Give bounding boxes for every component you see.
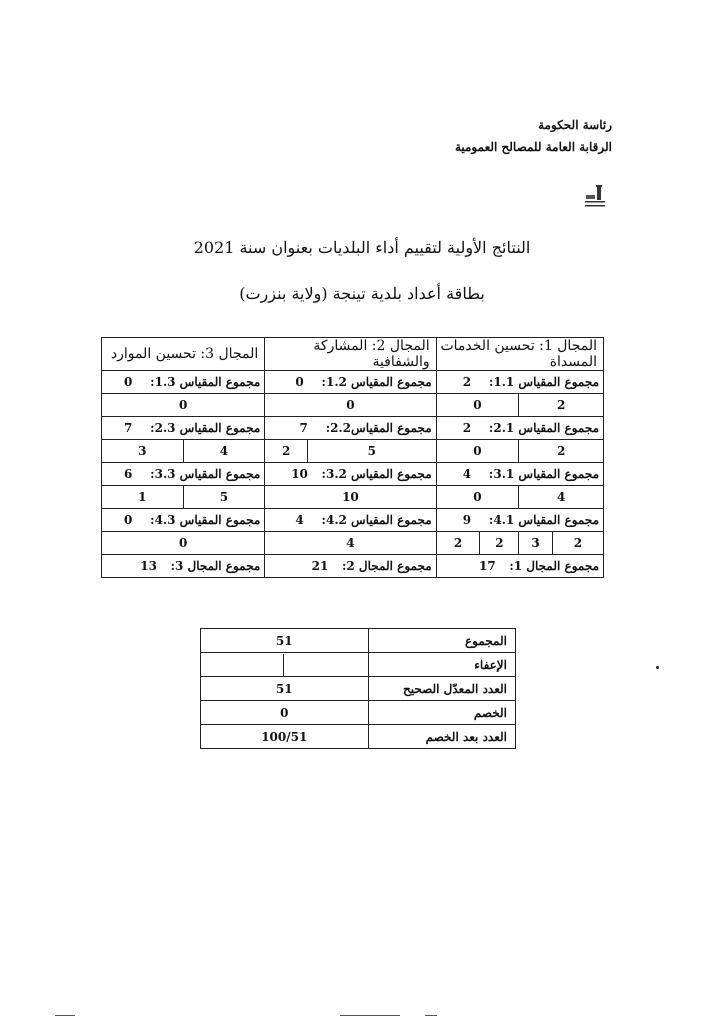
item-cell: 2 bbox=[519, 394, 604, 417]
item-cell: 1 bbox=[102, 486, 184, 509]
domain-header-row bbox=[102, 338, 604, 371]
item-cell: 0 bbox=[436, 394, 519, 417]
item-cell: 3 bbox=[519, 532, 553, 555]
item-cell: 4 bbox=[265, 532, 436, 555]
measure-4-2: مجموع المقياس 4.2:4 bbox=[265, 509, 436, 532]
measure-2-3: مجموع المقياس 2.3:7 bbox=[102, 417, 265, 440]
summary-label: الإعفاء bbox=[368, 653, 515, 677]
measure-4-3: مجموع المقياس 4.3:0 bbox=[102, 509, 265, 532]
item-cell: 0 bbox=[436, 486, 519, 509]
logo-text-block bbox=[586, 195, 595, 199]
item-cell: 2 bbox=[552, 532, 603, 555]
summary-row bbox=[201, 629, 516, 653]
summary-row bbox=[201, 653, 516, 677]
items-row bbox=[102, 394, 604, 417]
summary-label: المجموع bbox=[368, 629, 515, 653]
page-title: النتائج الأولية لتقييم أداء البلديات بعنوان سنة 2021 bbox=[193, 238, 531, 257]
measure-3-2: مجموع المقياس 3.2:10 bbox=[265, 463, 436, 486]
summary-value: 51 bbox=[201, 677, 369, 701]
item-cell: 5 bbox=[183, 486, 265, 509]
summary-label: العدد بعد الخصم bbox=[368, 725, 515, 749]
header-line-2: الرقابة العامة للمصالح العمومية bbox=[454, 140, 612, 154]
summary-value bbox=[201, 654, 284, 676]
measure-3-3: مجموع المقياس 3.3:6 bbox=[102, 463, 265, 486]
items-row bbox=[102, 486, 604, 509]
institution-logo bbox=[583, 184, 607, 208]
item-cell: 0 bbox=[102, 532, 265, 555]
domain-2-header: المجال 2: المشاركة والشفافية bbox=[265, 338, 436, 371]
measure-1-3: مجموع المقياس 1.3:0 bbox=[102, 371, 265, 394]
item-cell: 10 bbox=[265, 486, 436, 509]
item-cell: 4 bbox=[183, 440, 265, 463]
logo-tower bbox=[597, 186, 601, 200]
measure-row bbox=[102, 509, 604, 532]
measure-row bbox=[102, 463, 604, 486]
items-row bbox=[102, 440, 604, 463]
measure-4-1: مجموع المقياس 4.1:9 bbox=[436, 509, 603, 532]
domain-3-total: مجموع المجال 3:13 bbox=[102, 555, 265, 578]
item-cell: 2 bbox=[436, 532, 480, 555]
measure-2-2: مجموع المقياس2.2:7 bbox=[265, 417, 436, 440]
summary-empty-cell bbox=[284, 654, 368, 676]
logo-line-1 bbox=[585, 201, 605, 203]
item-cell: 0 bbox=[102, 394, 265, 417]
domain-1-header: المجال 1: تحسين الخدمات المسداة bbox=[436, 338, 603, 371]
domain-totals-row bbox=[102, 555, 604, 578]
summary-row bbox=[201, 677, 516, 701]
item-cell: 5 bbox=[308, 440, 437, 463]
item-cell: 2 bbox=[480, 532, 519, 555]
summary-value: 0 bbox=[201, 701, 369, 725]
items-row bbox=[102, 532, 604, 555]
summary-value: 100/51 bbox=[201, 725, 369, 749]
domain-3-header: المجال 3: تحسين الموارد bbox=[102, 338, 265, 371]
measure-3-1: مجموع المقياس 3.1:4 bbox=[436, 463, 603, 486]
footer-mark bbox=[55, 1015, 75, 1016]
footer-mark bbox=[425, 1015, 437, 1016]
measure-1-1: مجموع المقياس 1.1:2 bbox=[436, 371, 603, 394]
summary-table bbox=[200, 628, 516, 749]
results-table bbox=[101, 337, 604, 578]
measure-row bbox=[102, 371, 604, 394]
item-cell: 2 bbox=[519, 440, 604, 463]
item-cell: 0 bbox=[265, 394, 436, 417]
summary-row bbox=[201, 701, 516, 725]
summary-value-split bbox=[201, 653, 369, 677]
summary-label: العدد المعدّل الصحيح bbox=[368, 677, 515, 701]
item-cell: 3 bbox=[102, 440, 184, 463]
page-subtitle: بطاقة أعداد بلدية تينجة (ولاية بنزرت) bbox=[239, 284, 485, 303]
stray-dot bbox=[656, 666, 659, 669]
summary-label: الخصم bbox=[368, 701, 515, 725]
logo-tower-top bbox=[596, 185, 602, 187]
summary-value: 51 bbox=[201, 629, 369, 653]
domain-2-total: مجموع المجال 2:21 bbox=[265, 555, 436, 578]
item-cell: 4 bbox=[519, 486, 604, 509]
item-cell: 2 bbox=[265, 440, 308, 463]
item-cell: 0 bbox=[436, 440, 519, 463]
summary-row bbox=[201, 725, 516, 749]
logo-line-2 bbox=[585, 205, 605, 207]
header-line-1: رئاسة الحكومة bbox=[538, 118, 612, 132]
footer-mark bbox=[340, 1015, 400, 1016]
measure-row bbox=[102, 417, 604, 440]
measure-1-2: مجموع المقياس 1.2:0 bbox=[265, 371, 436, 394]
domain-1-total: مجموع المجال 1:17 bbox=[436, 555, 603, 578]
measure-2-1: مجموع المقياس 2.1:2 bbox=[436, 417, 603, 440]
